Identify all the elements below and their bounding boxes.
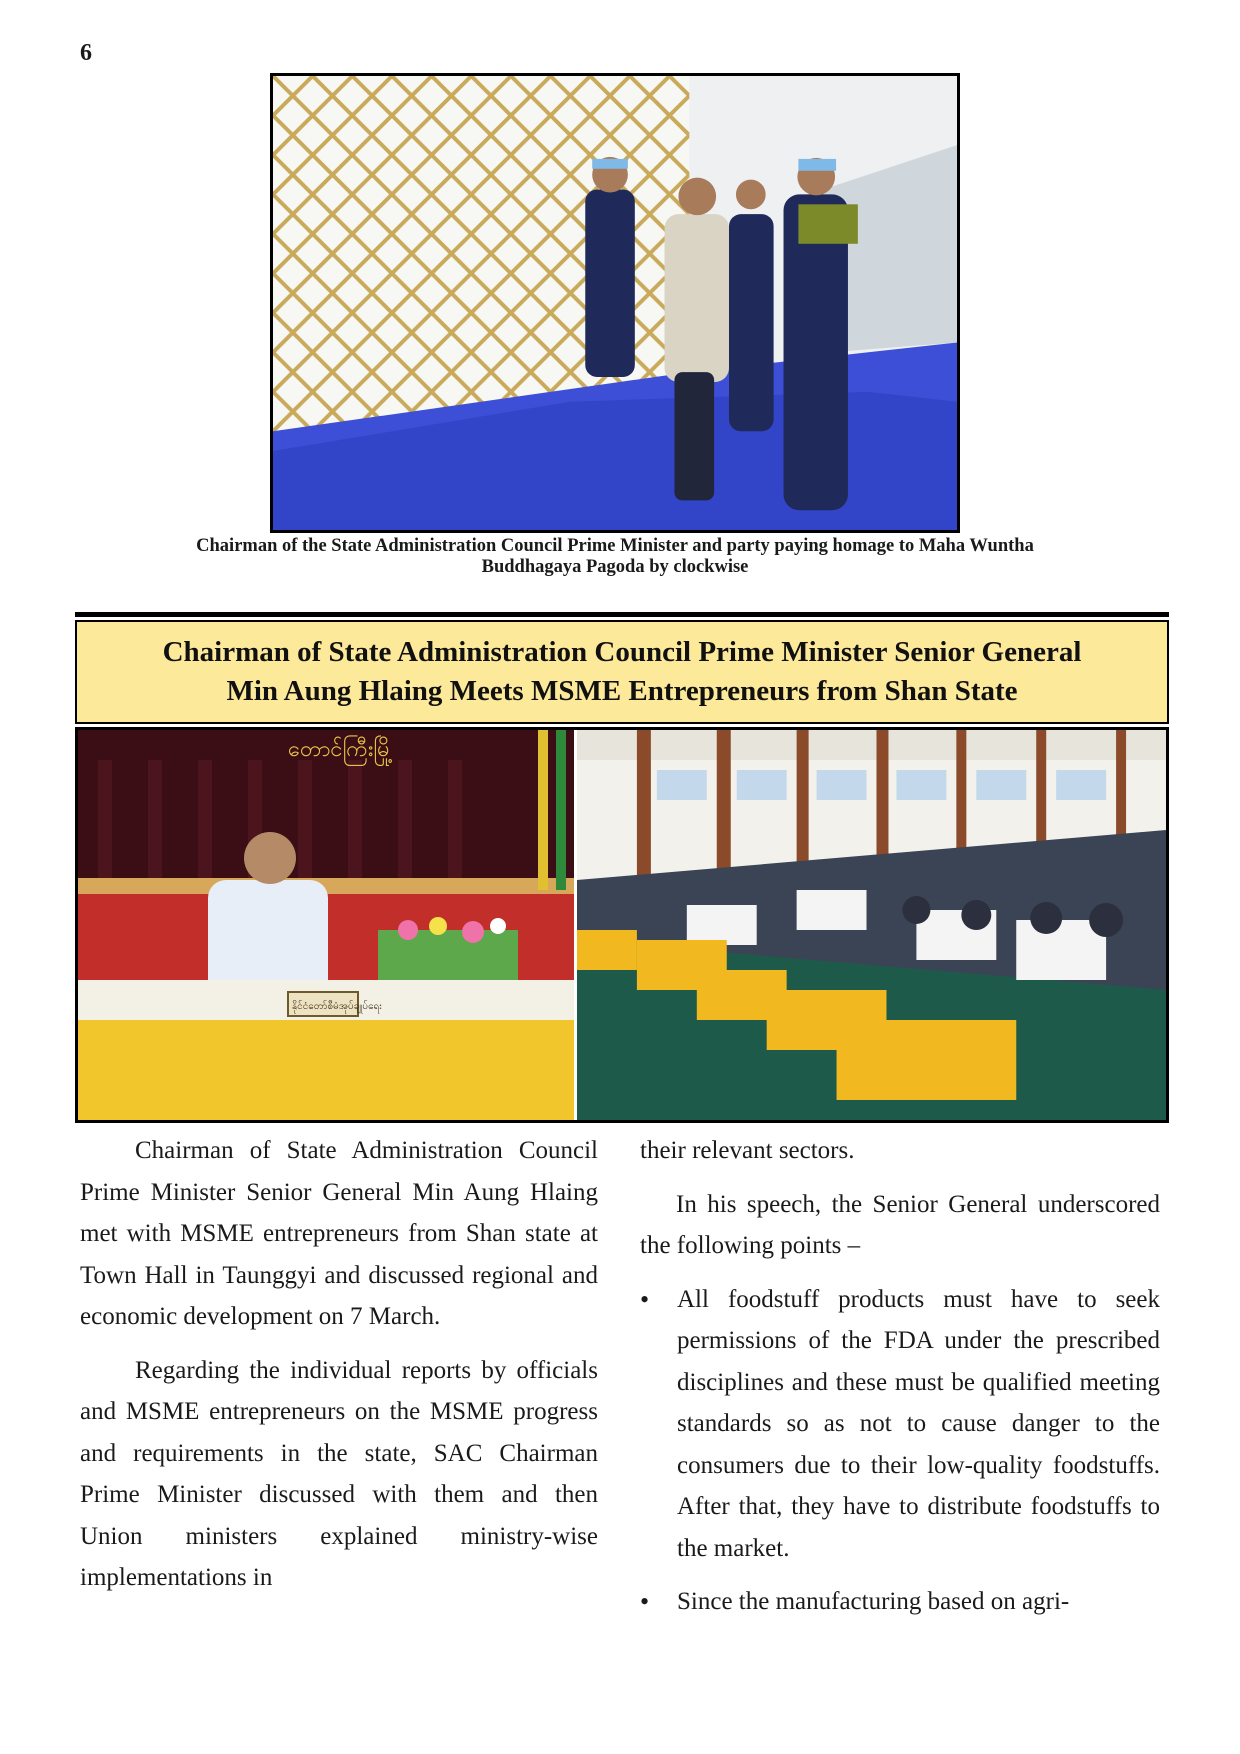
nameplate-text: နိုင်ငံတော်စီမံအုပ်ချုပ်ရေး bbox=[292, 1001, 382, 1012]
article-headline-box bbox=[75, 620, 1169, 724]
list-item: • Since the manufacturing based on agri- bbox=[640, 1581, 1160, 1623]
pagoda-visit-photo bbox=[270, 73, 960, 533]
section-divider bbox=[75, 612, 1169, 617]
meeting-photos bbox=[75, 727, 1169, 1123]
speaker-photo bbox=[78, 730, 577, 1120]
list-item: • All foodstuff products must have to seek permissions of the FDA under the prescribed disciplines and these must be qualified meeting standards so as not to cause danger to the consumers due to their low-quality foodstuffs. After that, they have to distribute foodstuffs to the market. bbox=[640, 1279, 1160, 1570]
article-headline bbox=[122, 633, 1122, 711]
audience-photo bbox=[577, 730, 1166, 1120]
paragraph: In his speech, the Senior General underscored the following points – bbox=[640, 1190, 1160, 1259]
article-column-right bbox=[640, 1130, 1160, 1635]
headline-line-1: Chairman of State Administration Council Prime Minister Senior General bbox=[162, 636, 1082, 668]
banner-text: တောင်ကြီးမြို့ bbox=[288, 737, 394, 762]
speech-points-list bbox=[640, 1279, 1160, 1623]
photo-caption: Chairman of the State Administration Council Prime Minister and party paying homage to Maha Wuntha Buddhagaya Pagoda by clockwise bbox=[196, 536, 1034, 577]
paragraph: Regarding the individual reports by officials and MSME entrepreneurs on the MSME progress and requirements in the state, SAC Chairman Prime Minister discussed with them and then Union ministers explained ministry-wise implementations in bbox=[80, 1356, 598, 1591]
paragraph-continuation: their relevant sectors. bbox=[640, 1137, 855, 1164]
paragraph: Chairman of State Administration Council Prime Minister Senior General Min Aung Hlaing met with MSME entrepreneurs from Shan state at Town Hall in Taunggyi and discussed regional and economic development on 7 March. bbox=[80, 1137, 598, 1330]
headline-line-2: Min Aung Hlaing Meets MSME Entrepreneurs from Shan State bbox=[226, 675, 1018, 707]
article-column-left bbox=[80, 1130, 598, 1611]
page-number: 6 bbox=[80, 40, 92, 66]
